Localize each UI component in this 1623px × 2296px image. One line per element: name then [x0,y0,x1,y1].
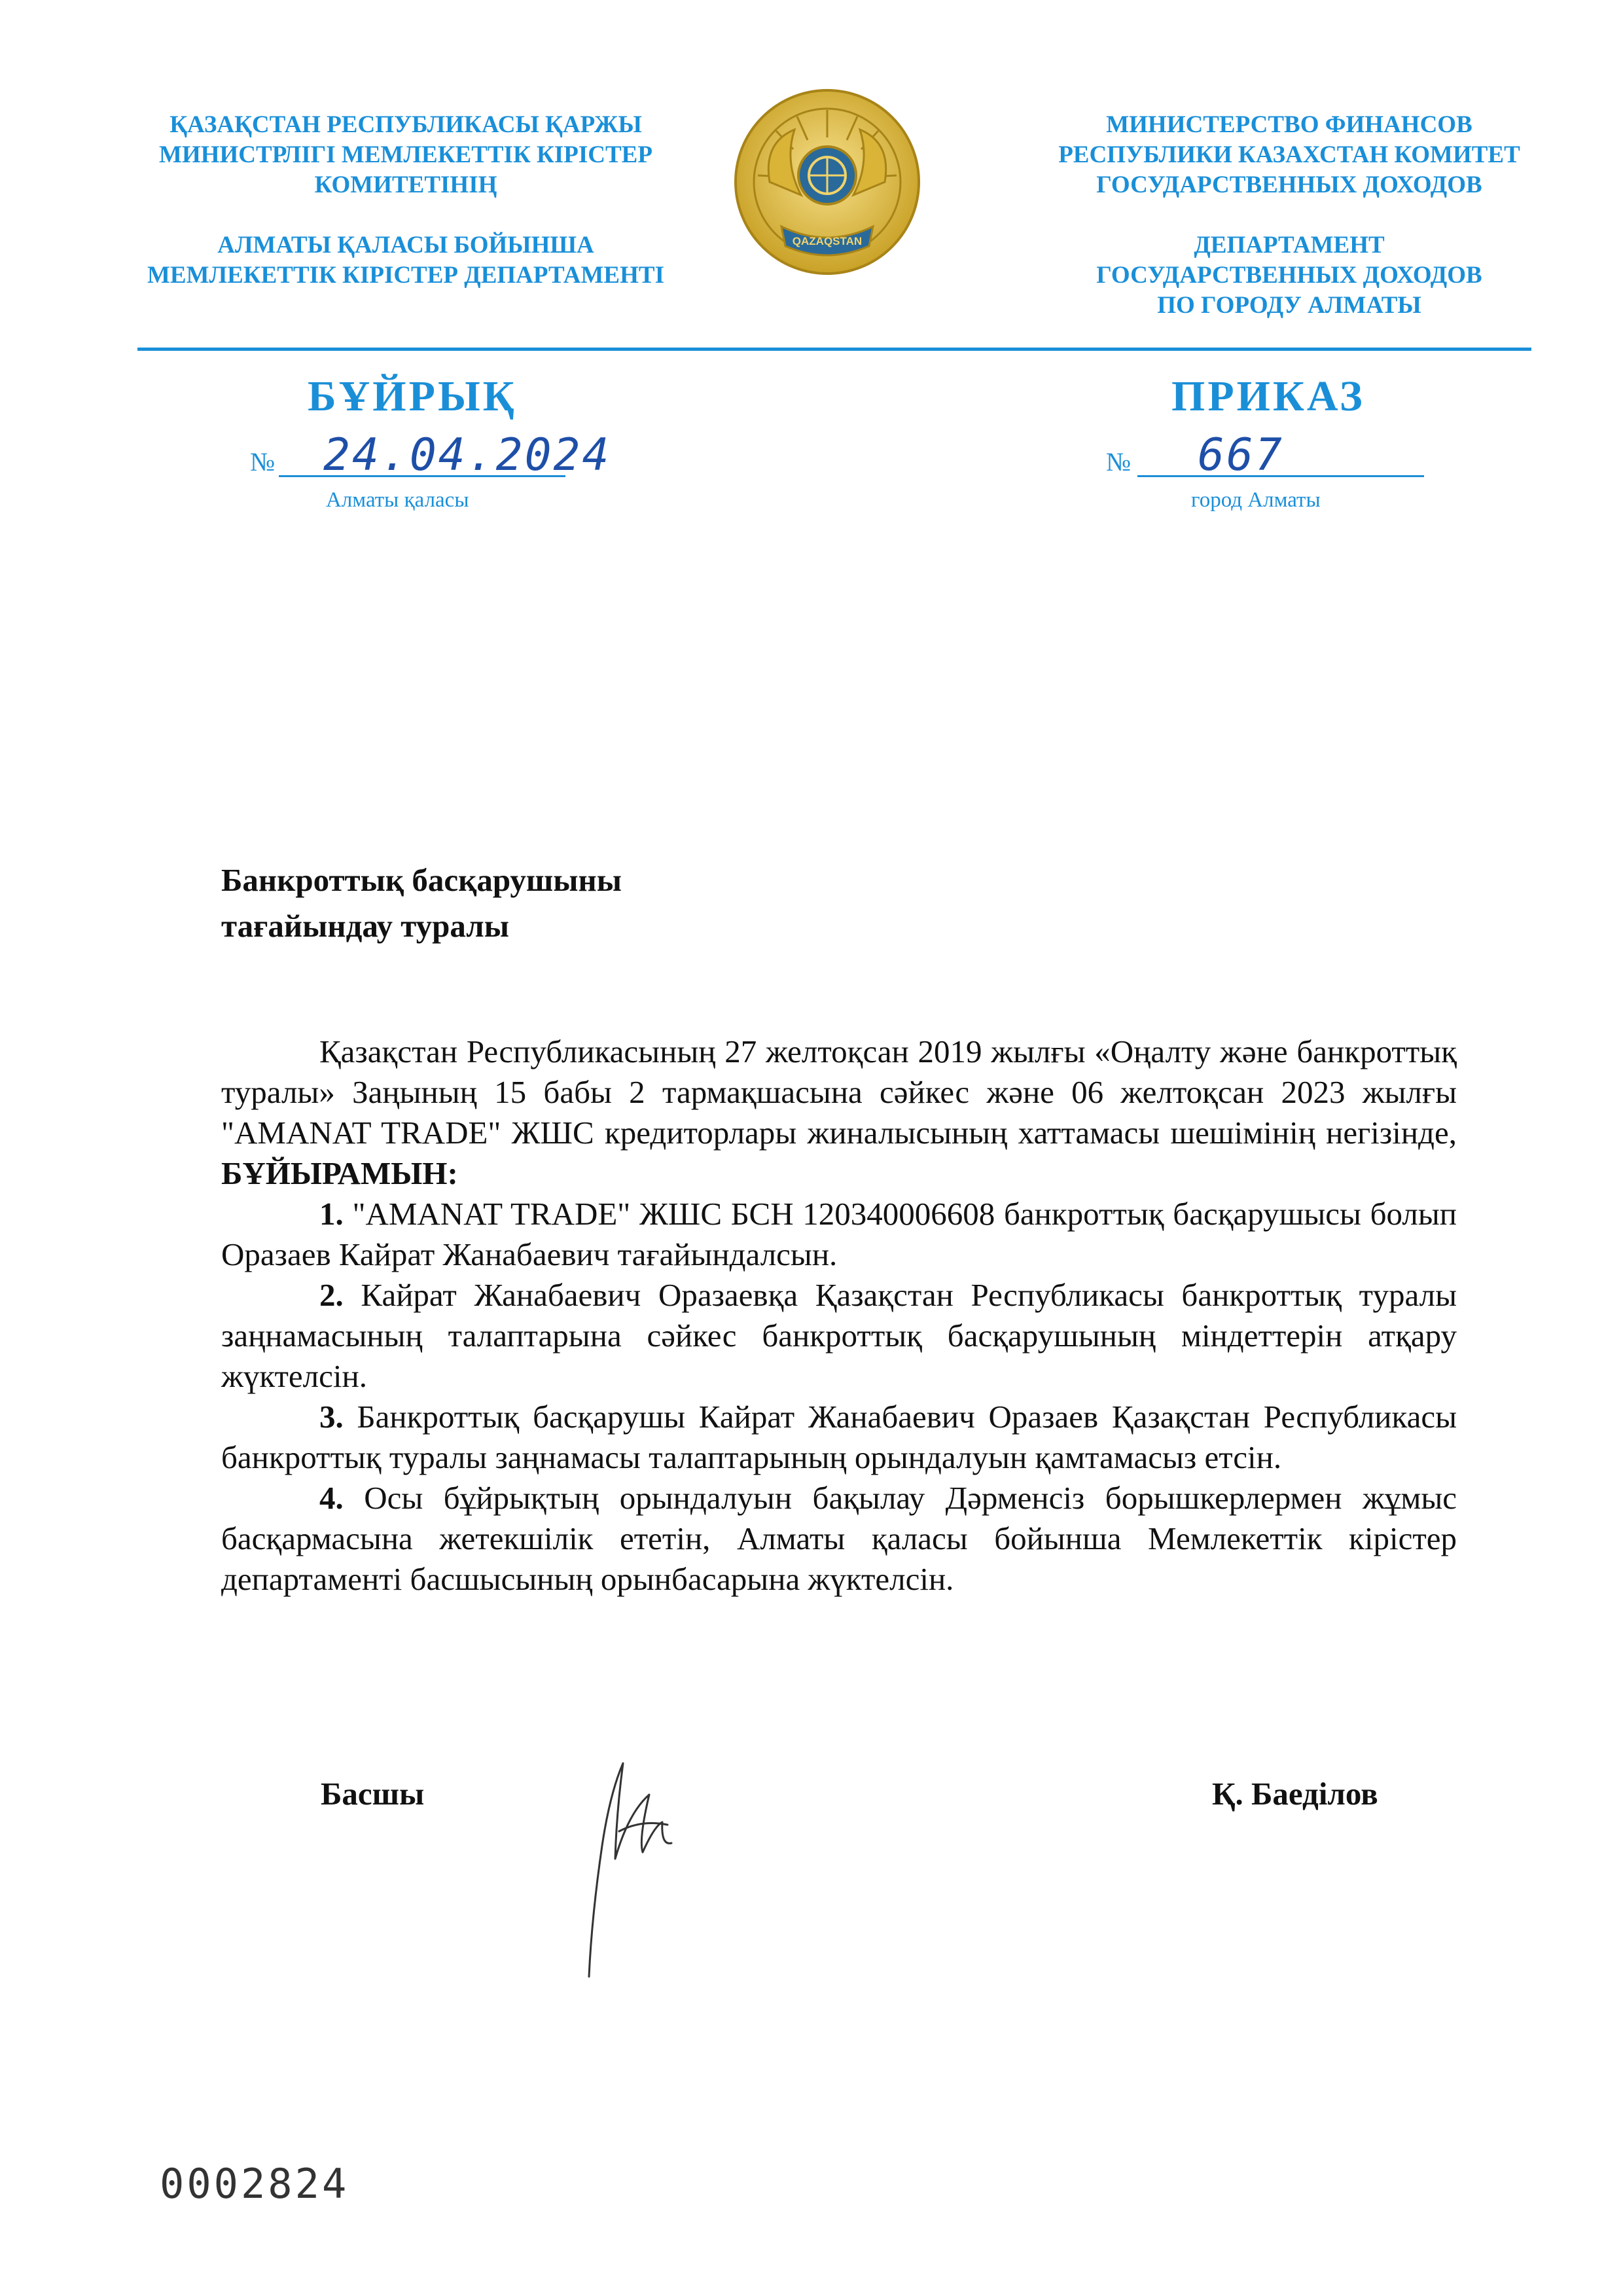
emblem-text: QAZAQSTAN [792,235,863,247]
subject-line: тағайындау туралы [221,908,510,944]
header-left-line: МИНИСТРЛІГІ МЕМЛЕКЕТТІК КІРІСТЕР [159,141,652,168]
item-number: 2. [319,1277,344,1313]
header-right-line: ДЕПАРТАМЕНТ [1194,232,1385,259]
item-text: Осы бұйрықтың орындалуын бақылау Дәрменсіз борышкерлермен жұмыс басқармасына жетекшілік ететін, Алматы қаласы бойынша Мемлекеттік кірістер департаменті басшысының орынбасарына жүктелсін. [221,1480,1457,1597]
handwritten-signature-icon [576,1754,707,1983]
header-left-line: КОМИТЕТІНІҢ [314,171,497,198]
city-ru: город Алматы [1191,488,1321,512]
handwritten-date: 24.04.2024 [323,429,611,481]
order-item [221,1478,1457,1600]
header-right-line: МИНИСТЕРСТВО ФИНАНСОВ [1106,111,1472,138]
signatory-name: Қ. Баеділов [1212,1776,1378,1812]
header-left-line: АЛМАТЫ ҚАЛАСЫ БОЙЫНША [217,232,594,259]
handwritten-number: 667 [1198,429,1284,481]
header-divider [137,348,1531,351]
number-sign-ru: № [1106,447,1132,476]
order-title-ru: ПРИКАЗ [1171,372,1365,420]
header-right-line: ГОСУДАРСТВЕННЫХ ДОХОДОВ [1096,171,1482,198]
header-right-ru [995,110,1584,321]
signatory-position: Басшы [321,1776,425,1812]
intro-decree: БҰЙЫРАМЫН: [221,1155,458,1191]
order-subject [221,857,622,949]
order-item [221,1194,1457,1275]
serial-number: 0002824 [160,2160,349,2208]
header-right-line: ГОСУДАРСТВЕННЫХ ДОХОДОВ [1096,262,1482,289]
header-left-line: ҚАЗАҚСТАН РЕСПУБЛИКАСЫ ҚАРЖЫ [169,111,642,138]
intro-paragraph [221,1031,1457,1194]
subject-line: Банкроттық басқарушыны [221,862,622,898]
header-left-line: МЕМЛЕКЕТТІК КІРІСТЕР ДЕПАРТАМЕНТІ [147,262,664,289]
state-emblem-icon [724,84,931,291]
order-item [221,1275,1457,1397]
item-text: Банкроттық басқарушы Кайрат Жанабаевич Оразаев Қазақстан Республикасы банкроттық туралы заңнамасы талаптарының орындалуын қамтамасыз етсін. [221,1399,1457,1475]
city-kz: Алматы қаласы [326,488,469,512]
item-text: "AMANAT TRADE" ЖШС БСН 120340006608 банкроттық басқарушысы болып Оразаев Кайрат Жанабаевич тағайындалсын. [221,1196,1457,1272]
header-right-line: РЕСПУБЛИКИ КАЗАХСТАН КОМИТЕТ [1058,141,1520,168]
intro-text: Қазақстан Республикасының 27 желтоқсан 2019 жылғы «Оңалту және банкроттық туралы» Заңының 15 бабы 2 тармақшасына сәйкес және 06 желтоқсан 2023 жылғы "AMANAT TRADE" ЖШС кредиторлары жиналысының хаттамасы шешімінің негізінде, [221,1033,1457,1151]
number-sign-kz: № [250,447,276,476]
header-right-line: ПО ГОРОДУ АЛМАТЫ [1157,292,1421,319]
item-text: Кайрат Жанабаевич Оразаевқа Қазақстан Республикасы банкроттық туралы заңнамасының талаптарына сәйкес банкроттық басқарушының міндеттерін атқару жүктелсін. [221,1277,1457,1394]
item-number: 1. [319,1196,344,1232]
item-number: 4. [319,1480,344,1516]
header-left-kz [118,110,694,291]
order-item [221,1397,1457,1478]
order-title-kz: БҰЙРЫҚ [308,372,517,420]
order-body [221,1031,1457,1600]
item-number: 3. [319,1399,344,1435]
